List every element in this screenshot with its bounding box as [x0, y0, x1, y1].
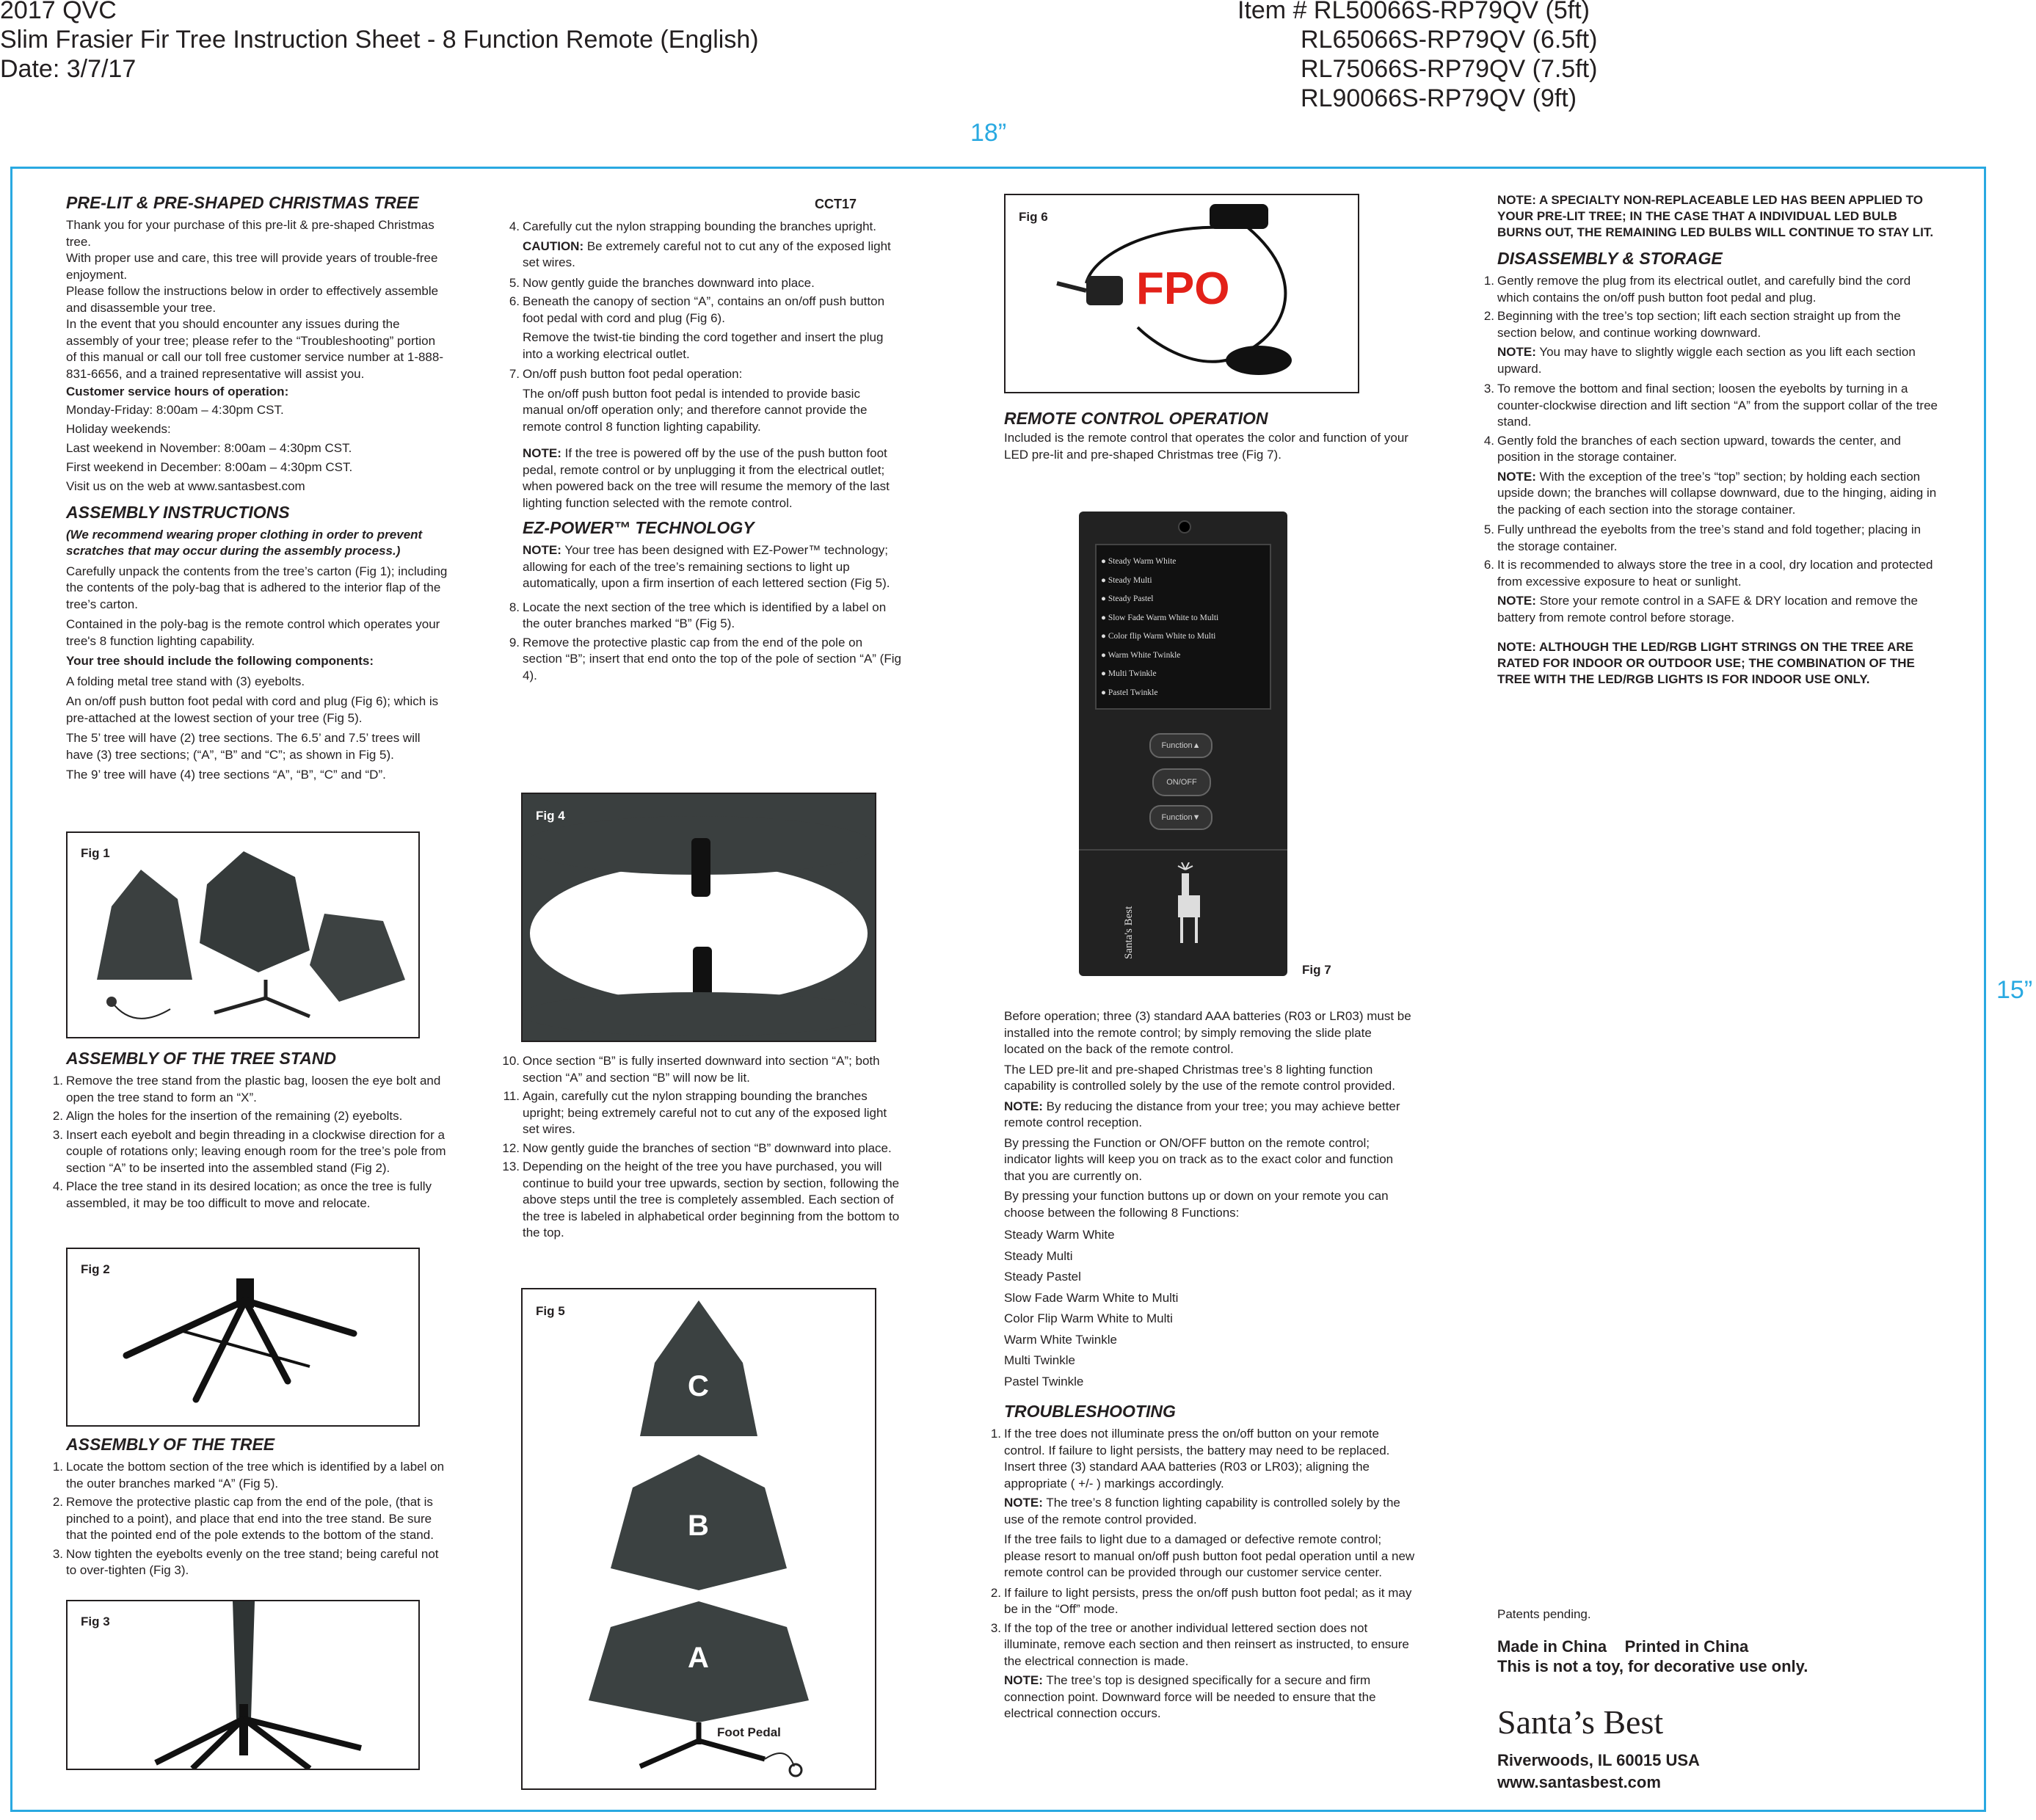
trouble-note: The tree’s 8 function lighting capability is controlled solely by the use of the remote control provided. [1004, 1496, 1400, 1526]
top-section-note: The tree’s top is designed specifically for a secure and firm connection point. Downward force will be needed to ensure that the electrical connection occurs. [1004, 1673, 1376, 1720]
disassembly-step: 6. It is recommended to always store the tree in a cool, dry location and protected from excessive exposure to heat or sunlight. [1483, 558, 1933, 589]
step-13: 13. Depending on the height of the tree you have purchased, you will continue to build your tree upwards, section by section, following the above steps until the tree is completely assembled. Each section of the tree is labeled in alphabetical order beginning from the bottom to the top. [502, 1160, 900, 1240]
stand-step: 1. Remove the tree stand from the plastic bag, loosen the eye bolt and open the tree stand to form an “X”. [52, 1074, 441, 1104]
item-number: RL90066S-RP79QV (9ft) [1301, 84, 1577, 112]
function-item: Slow Fade Warm White to Multi [1004, 1290, 1179, 1305]
reindeer-logo [1160, 862, 1211, 950]
stand-step: 4. Place the tree stand in its desired location; as once the tree is fully assembled, it may be too difficult to move and relocate. [52, 1179, 432, 1210]
intro-paragraph: Thank you for your purchase of this pre-lit & pre-shaped Christmas tree. [66, 218, 435, 249]
figure-5 [521, 1288, 876, 1790]
item-number: Item # RL50066S-RP79QV (5ft) [1237, 0, 1590, 24]
section-c-label: C [688, 1370, 709, 1402]
trouble-detail: If the tree fails to light due to a damaged or defective remote control; please resort to manual on/off push button foot pedal operation until a new remote control can be provided through our customer service center. [1004, 1532, 1415, 1579]
caution-text: Be extremely careful not to cut any of the exposed light set wires. [523, 239, 891, 269]
screen-function: ● Steady Pastel [1101, 594, 1154, 603]
column-2-continued [501, 1053, 904, 1245]
disassembly-step: 2. Beginning with the tree’s top section; lift each section straight up from the section below, and continue working downward. [1483, 309, 1901, 340]
note-label: NOTE: [523, 446, 561, 460]
step-7: 7. On/off push button foot pedal operation: [509, 367, 743, 381]
figure-4 [521, 793, 876, 1042]
assembly-note: (We recommend wearing proper clothing in order to prevent scratches that may occur during the assembly process.) [66, 527, 423, 558]
functions-intro: By pressing your function buttons up or down on your remote you can choose between the following 8 Functions: [1004, 1189, 1389, 1220]
remote-intro: Included is the remote control that operates the color and function of your LED pre-lit and pre-shaped Christmas tree (Fig 7). [1004, 431, 1408, 462]
fold-note: With the exception of the tree’s “top” section; by holding each section upside down; the branches will collapse downward, due to the hinging, aiding in the packing of each section into the storage container. [1497, 469, 1937, 517]
figure-1-label: Fig 1 [81, 846, 110, 860]
press-paragraph: By pressing the Function or ON/OFF button on the remote control; indicator lights will keep you on track as to the exact color and function that you are currently on. [1004, 1135, 1394, 1183]
trouble-step: 2. If failure to light persists, press the on/off push button foot pedal; as it may be in the “Off” mode. [990, 1585, 1412, 1616]
remote-paragraph: The LED pre-lit and pre-shaped Christmas tree’s 8 lighting function capability is controlled solely by the use of the remote control provided. [1004, 1062, 1395, 1093]
patents: Patents pending. [1497, 1607, 1591, 1621]
figure-3-label: Fig 3 [81, 1615, 110, 1628]
remote-brand: Santa's Best [1123, 906, 1135, 959]
screen-function: ● Pastel Twinkle [1101, 688, 1158, 697]
section-a-label: A [688, 1642, 709, 1674]
screen-function: ● Steady Multi [1101, 575, 1152, 585]
figure-6-label: Fig 6 [1019, 210, 1048, 224]
step-6-detail: Remove the twist-tie binding the cord together and insert the plug into a working electrical outlet. [523, 330, 884, 361]
step-5: 5. Now gently guide the branches downward into place. [509, 275, 815, 290]
remote-screen [1095, 544, 1271, 710]
stand-step: 2. Align the holes for the insertion of the remaining (2) eyebolts. [52, 1109, 403, 1123]
width-dimension: 18” [970, 119, 1007, 147]
wiggle-note: You may have to slightly wiggle each section as you lift each section upward. [1497, 345, 1916, 376]
assembly-title: ASSEMBLY INSTRUCTIONS [66, 502, 290, 522]
hours-line: Last weekend in November: 8:00am – 4:30pm CST. [66, 440, 352, 455]
figure-6 [1004, 194, 1359, 393]
trouble-step: 3. If the top of the tree or another individual lettered section does not illuminate, remove each section and then reinsert as instructed, to ensure the electrical connection is made. [990, 1620, 1409, 1668]
disassembly-step: 5. Fully unthread the eyebolts from the tree’s stand and fold together; placing in the storage container. [1483, 523, 1922, 553]
tree-stand-illustration [68, 1249, 418, 1425]
step-8: 8. Locate the next section of the tree which is identified by a label on the outer branches marked “B” (Fig 5). [509, 600, 887, 630]
component-item: The 9’ tree will have (4) tree sections “A”, “B”, “C” and “D”. [66, 768, 386, 782]
website: www.santasbest.com [1497, 1773, 1661, 1791]
battery-cover-seam [1079, 849, 1287, 851]
function-item: Steady Warm White [1004, 1228, 1115, 1242]
item-numbers [1237, 0, 1597, 113]
step-12: 12. Now gently guide the branches of section “B” downward into place. [502, 1140, 892, 1155]
assembly-paragraph: Carefully unpack the contents from the tree’s carton (Fig 1); including the contents of the poly-bag that is adhered to the interior flap of the tree’s carton. [66, 564, 448, 611]
foot-pedal-label: Foot Pedal [717, 1725, 781, 1739]
item-number: RL65066S-RP79QV (6.5ft) [1301, 26, 1598, 54]
function-item: Steady Pastel [1004, 1270, 1081, 1284]
document-code: CCT17 [815, 197, 857, 211]
screen-function: ● Multi Twinkle [1101, 669, 1157, 678]
step-4: 4. Carefully cut the nylon strapping bounding the branches upright. [509, 219, 876, 233]
step-7-detail: The on/off push button foot pedal is intended to provide basic manual on/off operation only; and therefore cannot provide the remote control 8 function lighting capability. [523, 386, 868, 434]
distance-note: By reducing the distance from your tree; you may achieve better remote control reception. [1004, 1099, 1400, 1129]
tree-step: 1. Locate the bottom section of the tree which is identified by a label on the outer branches marked “A” (Fig 5). [52, 1460, 445, 1490]
tree-step: 2. Remove the protective plastic cap from the end of the pole, (that is pinched to a point), and place that end into the tree stand. Be sure that the pointed end of the pole extends to the bottom of the stand. [52, 1495, 434, 1542]
figure-5-label: Fig 5 [536, 1304, 565, 1318]
figure-2-label: Fig 2 [81, 1262, 110, 1276]
header-line1: 2017 QVC [0, 0, 117, 24]
rgb-note: NOTE: ALTHOUGH THE LED/RGB LIGHT STRINGS ON THE TREE ARE RATED FOR INDOOR OR OUTDOOR USE; THE COMBINATION OF THE TREE WITH THE LED/RGB LIGHTS IS FOR INDOOR USE ONLY. [1497, 640, 1915, 686]
on-off-button[interactable]: ON/OFF [1152, 768, 1211, 796]
function-up-button[interactable]: Function▲ [1149, 733, 1212, 758]
disassembly-title: DISASSEMBLY & STORAGE [1497, 249, 1723, 268]
column-4: NOTE: A SPECIALTY NON-REPLACEABLE LED HAS BEEN APPLIED TO YOUR PRE-LIT TREE; IN THE CASE THAT A INDIVIDUAL LED BULB BURNS OUT, THE REMAINING LED BULBS WILL CONTINUE TO STAY LIT. DISASSEMBLY & STORAGE 1. Gently remove the plug from its electrical outlet, and carefully bind the cord which contains the on/off push button foot pedal and plug. 2. Beginning with the tree’s top section; lift each section straight up from the section below, and continue working downward. NOTE: You may have to slightly wiggle each section as you lift each section upward. 3. To remove the bottom and final section; loosen the eyebolts by turning in a counter-clockwise direction and lift section “A” from the support collar of the tree stand. 4. Gently fold the branches of each section upward, towards the center, and position in the storage container. NOTE: With the exception of the tree’s “top” section; by holding each section upside down; the branches will collapse downward, due to the hinging, aiding in the packing of each section into the storage container. 5. Fully unthread the eyebolts from the tree’s stand and fold together; placing in the storage container. 6. It is recommended to always store the tree in a cool, dry location and protected from excessive exposure to heat or sunlight. NOTE: Store your remote control in a SAFE & DRY location and remove the battery from remote control before storage. NOTE: ALTHOUGH THE LED/RGB LIGHT STRINGS ON THE TREE ARE RATED FOR INDOOR OR OUTDOOR USE; THE COMBINATION OF THE TREE WITH THE LED/RGB LIGHTS IS FOR INDOOR USE ONLY. [1497, 192, 1938, 691]
caution-label: CAUTION: [523, 239, 584, 253]
stand-title: ASSEMBLY OF THE TREE STAND [66, 1049, 337, 1068]
hours-line: First weekend in December: 8:00am – 4:30pm CST. [66, 459, 353, 474]
remote-paragraph: Before operation; three (3) standard AAA batteries (R03 or LR03) must be installed into the remote control; by simply removing the slide plate located on the back of the remote control. [1004, 1009, 1411, 1056]
disassembly-step: 1. Gently remove the plug from its electrical outlet, and carefully bind the cord which contains the on/off push button foot pedal and plug. [1483, 274, 1911, 305]
made-in: Made in China [1497, 1637, 1607, 1656]
item-number: RL75066S-RP79QV (7.5ft) [1301, 55, 1598, 83]
step-10: 10. Once section “B” is fully inserted downward into section “A”; both section “A” and section “B” will now be lit. [502, 1054, 880, 1085]
assembly-paragraph: Contained in the poly-bag is the remote control which operates your tree's 8 function lighting capability. [66, 617, 440, 648]
screen-function: ● Slow Fade Warm White to Multi [1101, 613, 1219, 622]
column-1 [66, 192, 448, 787]
remote-control-illustration [1079, 512, 1287, 976]
step-9: 9. Remove the protective plastic cap from the end of the pole on section “B”; insert that end onto the top of the pole of section “A” (Fig 4). [509, 635, 901, 682]
header-line3: Date: 3/7/17 [0, 55, 137, 83]
disassembly-step: 4. Gently fold the branches of each section upward, towards the center, and position in the storage container. [1483, 433, 1902, 464]
step-6: 6. Beneath the canopy of section “A”, contains an on/off push button foot pedal with cord and plug (Fig 6). [509, 294, 885, 325]
function-item: Warm White Twinkle [1004, 1332, 1117, 1347]
remote-instructions: Before operation; three (3) standard AAA batteries (R03 or LR03) must be installed into the remote control; by simply removing the slide plate located on the back of the remote control. The LED pre-lit and pre-shaped Christmas tree’s 8 lighting function capability is controlled solely by the use of the remote control provided. NOTE: By reducing the distance from your tree; you may achieve better remote control reception. By pressing the Function or ON/OFF button on the remote control; indicator lights will keep you on track as to the exact color and function that you are currently on. By pressing your function buttons up or down on your remote you can choose between the following 8 Functions: Steady Warm White Steady Multi Steady Pastel Slow Fade Warm White to Multi Color Flip Warm White to Multi Warm White Twinkle Multi Twinkle Pastel Twinkle TROUBLESHOOTING 1. If the tree does not illuminate press the on/off button on your remote control. If failure to light persists, the battery may need to be replaced. Insert three (3) standard AAA batteries (R03 or LR03); aligning the appropriate ( +/- ) markings accordingly. NOTE: The tree’s 8 function lighting capability is controlled solely by the use of the remote control provided. If the tree fails to light due to a damaged or defective remote control; please resort to manual on/off push button foot pedal operation until a new remote control can be provided through our customer service center. 2. If failure to light persists, press the on/off push button foot pedal; as it may be in the “Off” mode. 3. If the top of the tree or another individual lettered section does not illuminate, remove each section and then reinsert as instructed, to ensure the electrical connection is made. NOTE: The tree’s top is designed specifically for a secure and firm connection point. Downward force will be needed to ensure that the electrical connection occurs. [1004, 1008, 1415, 1726]
troubleshooting-title: TROUBLESHOOTING [1004, 1402, 1176, 1421]
pole-in-stand-illustration [68, 1601, 418, 1769]
led-note: NOTE: A SPECIALTY NON-REPLACEABLE LED HAS BEEN APPLIED TO YOUR PRE-LIT TREE; IN THE CASE THAT A INDIVIDUAL LED BULB BURNS OUT, THE REMAINING LED BULBS WILL CONTINUE TO STAY LIT. [1497, 193, 1934, 239]
hours-label: Customer service hours of operation: [66, 385, 289, 398]
remote-title: REMOTE CONTROL OPERATION [1004, 409, 1268, 428]
hours-line: Monday-Friday: 8:00am – 4:30pm CST. [66, 402, 284, 417]
column-2: 4. Carefully cut the nylon strapping bounding the branches upright. CAUTION: Be extremely careful not to cut any of the exposed light set wires. 5. Now gently guide the branches downward into place. 6. Beneath the canopy of section “A”, contains an on/off push button foot pedal with cord and plug (Fig 6). Remove the twist-tie binding the cord together and insert the plug into a working electrical outlet. 7. On/off push button foot pedal operation: The on/off push button foot pedal is intended to provide basic manual on/off operation only; and therefore cannot provide the remote control 8 function lighting capability. NOTE: If the tree is powered off by the use of the push button foot pedal, remote control or by unplugging it from the electrical outlet; when powered back on the tree will resume the memory of the last lighting function selected with the remote control. EZ-POWER™ TECHNOLOGY NOTE: Your tree has been designed with EZ-Power™ technology; allowing for each of the tree’s remaining sections to light up automatically, upon a firm insertion of each lettered section (Fig 5). 8. Locate the next section of the tree which is identified by a label on the outer branches marked “B” (Fig 5). 9. Remove the protective plastic cap from the end of the pole on section “B”; insert that end onto the top of the pole of section “A” (Fig 4). [501, 219, 904, 687]
figure-3 [66, 1600, 420, 1770]
trouble-step: 1. If the tree does not illuminate press the on/off button on your remote control. If failure to light persists, the battery may need to be replaced. Insert three (3) standard AAA batteries (R03 or LR03); aligning the appropriate ( +/- ) markings accordingly. [990, 1427, 1390, 1490]
component-item: An on/off push button foot pedal with cord and plug (Fig 6); which is pre-attached at the lowest section of your tree (Fig 5). [66, 694, 439, 725]
section-b-label: B [688, 1510, 709, 1542]
header-left [0, 0, 759, 84]
stand-step: 3. Insert each eyebolt and begin threading in a clockwise direction for a couple of rotations only; leaving enough room for the tree’s pole from section “A” to be inserted into the assembled stand (Fig 2). [52, 1127, 446, 1175]
function-down-button[interactable]: Function▼ [1149, 805, 1212, 830]
height-dimension: 15” [1996, 976, 2033, 1004]
function-item: Multi Twinkle [1004, 1353, 1075, 1367]
ir-sensor [1178, 520, 1191, 534]
intro-paragraph: With proper use and care, this tree will provide years of trouble-free enjoyment. [66, 251, 438, 282]
santas-best-logo: Santa’s Best [1497, 1703, 1664, 1741]
origin-block [1497, 1637, 1808, 1676]
memory-note: If the tree is powered off by the use of the push button foot pedal, remote control or by unplugging it from the electrical outlet; when powered back on the tree will resume the memory of the last lighting function selected with the remote control. [523, 446, 890, 510]
intro-paragraph: In the event that you should encounter any issues during the assembly of your tree; please refer to the “Troubleshooting” portion of this manual or call our toll free customer service number at 1-888-831-6656, and a trained representative will assist you. [66, 317, 444, 381]
screen-function: ● Color flip Warm White to Multi [1101, 632, 1216, 641]
hours-line: Holiday weekends: [66, 421, 171, 436]
header-line2: Slim Frasier Fir Tree Instruction Sheet - 8 Function Remote (English) [0, 26, 759, 54]
not-a-toy: This is not a toy, for decorative use only. [1497, 1657, 1808, 1675]
stand-section [52, 1042, 448, 1215]
printed-in: Printed in China [1624, 1637, 1749, 1656]
function-item: Color Flip Warm White to Multi [1004, 1311, 1173, 1325]
fpo-placeholder: FPO [1136, 263, 1230, 314]
disassembly-step: 3. To remove the bottom and final section; loosen the eyebolts by turning in a counter-clockwise direction and lift section “A” from the support collar of the tree stand. [1483, 382, 1938, 429]
component-item: A folding metal tree stand with (3) eyebolts. [66, 674, 305, 688]
screen-function: ● Steady Warm White [1101, 557, 1177, 566]
ez-power-note: Your tree has been designed with EZ-Power™ technology; allowing for each of the tree’s remaining sections to light up automatically, upon a firm insertion of each lettered section (Fig 5). [523, 543, 890, 590]
figure-4-label: Fig 4 [536, 809, 565, 823]
contact-block [1497, 1750, 1700, 1794]
figure-1 [66, 831, 420, 1038]
section-insertion-illustration [523, 794, 875, 1041]
tree-section [52, 1428, 448, 1582]
storage-note: Store your remote control in a SAFE & DRY location and remove the battery from remote control before storage. [1497, 594, 1918, 625]
step-11: 11. Again, carefully cut the nylon strapping bounding the branches upright; being extremely careful not to cut any of the exposed light set wires. [503, 1089, 887, 1136]
hours-line: Visit us on the web at www.santasbest.com [66, 478, 305, 493]
figure-7-label: Fig 7 [1302, 963, 1331, 977]
intro-paragraph: Please follow the instructions below in order to effectively assemble and disassemble your tree. [66, 284, 439, 315]
screen-function: ● Warm White Twinkle [1101, 650, 1181, 660]
components-label: Your tree should include the following components: [66, 654, 374, 668]
function-item: Steady Multi [1004, 1248, 1073, 1263]
address: Riverwoods, IL 60015 USA [1497, 1751, 1700, 1769]
ez-power-title: EZ-POWER™ TECHNOLOGY [523, 518, 755, 537]
main-title: PRE-LIT & PRE-SHAPED CHRISTMAS TREE [66, 193, 419, 212]
function-item: Pastel Twinkle [1004, 1374, 1084, 1388]
figure-2 [66, 1248, 420, 1427]
remote-intro-block [1004, 408, 1415, 467]
tree-sections-illustration [68, 833, 418, 1037]
tree-step: 3. Now tighten the eyebolts evenly on the tree stand; being careful not to over-tighten (Fig 3). [52, 1546, 439, 1577]
tree-title: ASSEMBLY OF THE TREE [66, 1435, 275, 1454]
component-item: The 5’ tree will have (2) tree sections. The 6.5’ and 7.5’ trees will have (3) tree sections; (“A”, “B” and “C”; as shown in Fig 5). [66, 731, 421, 762]
